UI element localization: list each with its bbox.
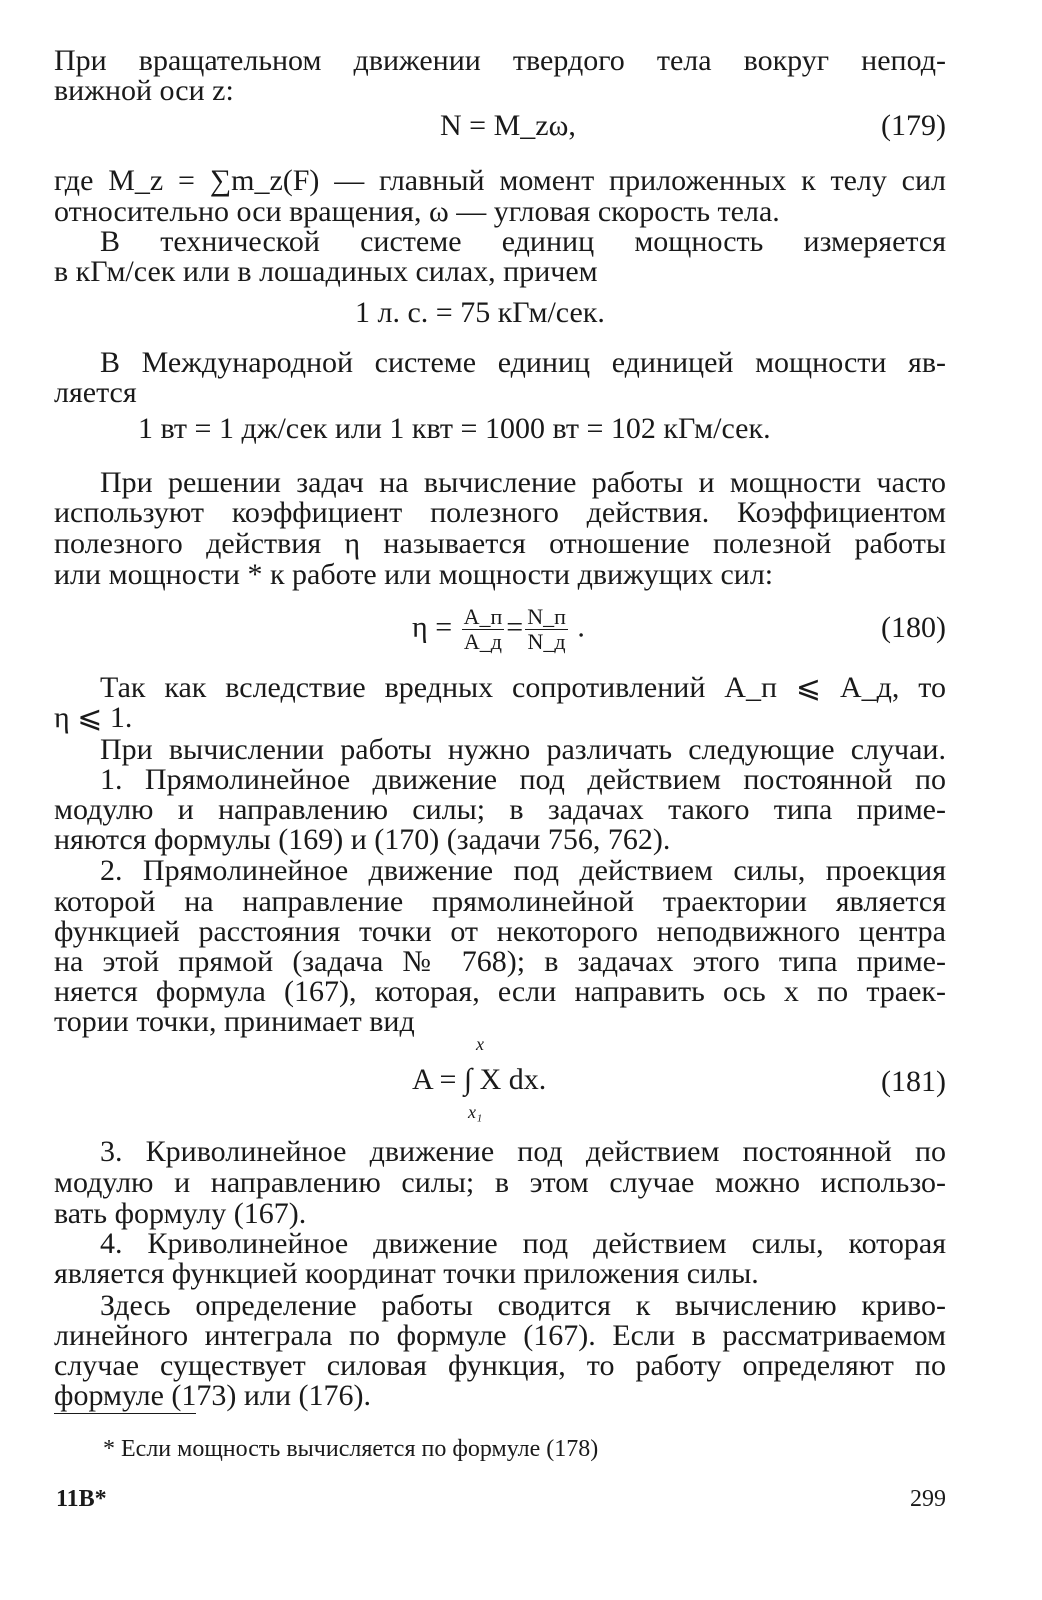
- integral-upper-limit: x: [476, 1034, 484, 1054]
- text-line: тории точки, принимает вид: [54, 1005, 415, 1038]
- text-line: Так как вследствие вредных сопротивлений A_п ⩽ A_д, то: [100, 671, 946, 704]
- text-line: модулю и направлению силы; в задачах такого типа приме-: [54, 793, 946, 826]
- integral-lower-limit: x₁: [468, 1102, 483, 1122]
- equation-number-179: (179): [881, 109, 946, 142]
- text-line: При решении задач на вычисление работы и мощности часто: [100, 466, 946, 499]
- fraction-power: [525, 605, 568, 654]
- text-line: в кГм/сек или в лошадиных силах, причем: [54, 255, 598, 288]
- footnote-divider: [54, 1413, 196, 1414]
- text-line: няется формула (167), которая, если направить ось x по траек-: [54, 975, 946, 1008]
- fraction-numerator: A_п: [463, 604, 503, 629]
- text-line: модулю и направлению силы; в этом случае можно использо-: [54, 1166, 946, 1199]
- fraction-numerator: N_п: [527, 604, 566, 629]
- fraction-work: [462, 605, 505, 654]
- footnote: * Если мощность вычисляется по формуле (178): [103, 1436, 599, 1462]
- text-line: где M_z = ∑m_z(F) — главный момент приложенных к телу сил: [54, 164, 946, 197]
- equation-number-180: (180): [881, 611, 946, 644]
- text-line: При вращательном движении твердого тела вокруг непод-: [54, 44, 946, 77]
- text-line: линейного интеграла по формуле (167). Если в рассматриваемом: [54, 1319, 946, 1352]
- text-line: случае существует силовая функция, то работу определяют по: [54, 1349, 946, 1382]
- text-line: функцией расстояния точки от некоторого неподвижного центра: [54, 915, 946, 948]
- text-line: которой на направление прямолинейной траектории является: [54, 885, 946, 918]
- text-line: используют коэффициент полезного действия. Коэффициентом: [54, 496, 946, 529]
- signature-mark: 11В*: [56, 1486, 107, 1512]
- text-line: 3. Криволинейное движение под действием постоянной по: [100, 1135, 946, 1168]
- equation-number-181: (181): [881, 1065, 946, 1098]
- text-line: η ⩽ 1.: [54, 701, 133, 734]
- fraction-denominator: N_д: [527, 629, 566, 654]
- text-line: вать формулу (167).: [54, 1197, 307, 1230]
- formula-181: A = ∫ X dx.: [412, 1063, 547, 1096]
- formula-180: η = $\frac{A\_п}{A\_д}$ = $\frac{N\_п}{N\_д}$ .: [412, 604, 585, 654]
- text-line: Здесь определение работы сводится к вычислению криво-: [100, 1289, 946, 1322]
- text-line: вижной оси z:: [54, 74, 234, 107]
- formula-180-lhs: η =: [412, 610, 453, 644]
- text-line: няются формулы (169) и (170) (задачи 756, 762).: [54, 823, 671, 856]
- fraction-denominator: A_д: [463, 629, 502, 654]
- text-line: При вычислении работы нужно различать следующие случаи.: [100, 733, 946, 766]
- text-line: 4. Криволинейное движение под действием силы, которая: [100, 1227, 946, 1260]
- text-line: В Международной системе единиц единицей мощности яв-: [100, 346, 946, 379]
- text-line: формуле (173) или (176).: [54, 1379, 371, 1412]
- text-line: является функцией координат точки приложения силы.: [54, 1257, 759, 1290]
- formula-179: N = M_zω,: [440, 109, 576, 142]
- text-line: полезного действия η называется отношение полезной работы: [54, 527, 946, 560]
- text-line: или мощности * к работе или мощности движущих сил:: [54, 558, 774, 591]
- text-line: В технической системе единиц мощность измеряется: [100, 225, 946, 258]
- formula-si-units: 1 вт = 1 дж/сек или 1 квт = 1000 вт = 102 кГм/сек.: [138, 412, 771, 445]
- text-line: относительно оси вращения, ω — угловая скорость тела.: [54, 195, 780, 228]
- page-number: 299: [910, 1486, 946, 1512]
- text-line: 1. Прямолинейное движение под действием постоянной по: [100, 763, 946, 796]
- text-line: ляется: [54, 376, 137, 409]
- text-line: на этой прямой (задача № 768); в задачах этого типа приме-: [54, 945, 946, 978]
- text-line: 2. Прямолинейное движение под действием силы, проекция: [100, 854, 946, 887]
- formula-horsepower: 1 л. с. = 75 кГм/сек.: [355, 296, 605, 329]
